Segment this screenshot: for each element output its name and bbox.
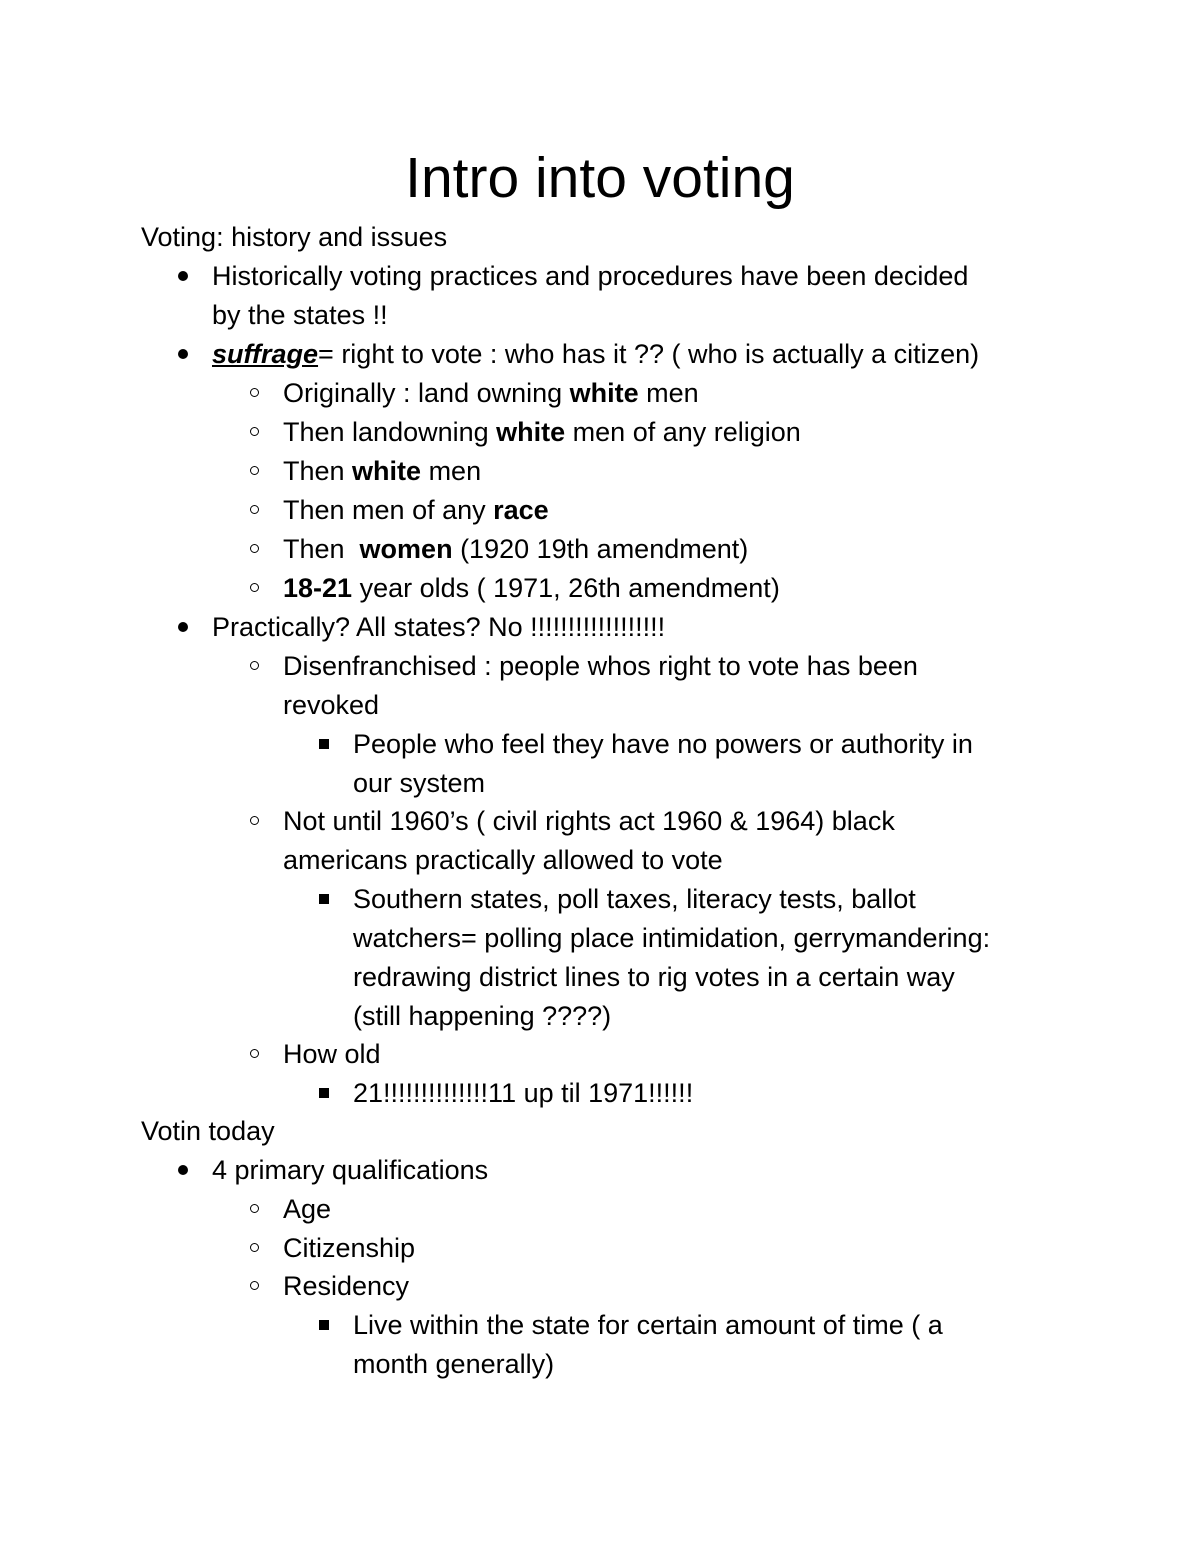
bullet-circle-icon (242, 802, 266, 841)
sub-sub-item-live-within (353, 1306, 943, 1345)
bold-text: race (493, 495, 549, 525)
section-heading-today: Votin today (141, 1116, 275, 1146)
bullet-dot-icon (171, 335, 195, 374)
sub-sub-item-continuation (353, 997, 611, 1036)
sub-item-landowning (283, 413, 801, 452)
sub-sub-item-text: redrawing district lines to rig votes in a certain way (353, 962, 955, 992)
bold-text: white (569, 378, 639, 408)
sub-sub-item-continuation (353, 958, 955, 997)
sub-item-text: Age (283, 1194, 332, 1224)
bold-text: 18-21 (283, 573, 353, 603)
sub-sub-item-twentyone (353, 1074, 693, 1113)
sub-item-age (283, 1190, 331, 1229)
sub-item-text: Then men of any (283, 495, 494, 525)
list-item-suffrage (212, 335, 979, 374)
list-item-continuation (212, 296, 388, 335)
bullet-circle-icon (242, 569, 266, 608)
list-item-text: by the states !! (212, 300, 388, 330)
sub-item-how-old (283, 1035, 381, 1074)
sub-item-text: men (421, 456, 482, 486)
bullet-dot-icon (171, 1151, 195, 1190)
bullet-circle-icon (242, 491, 266, 530)
sub-item-disenfranchised (283, 647, 918, 686)
bullet-circle-icon (242, 1190, 266, 1229)
bold-text: white (352, 456, 422, 486)
sub-item-text: Then (283, 534, 360, 564)
list-item-text: Practically? All states? No !!!!!!!!!!!!!!!!!! (212, 612, 666, 642)
sub-sub-item-text: our system (353, 768, 486, 798)
sub-item-text: Then (283, 456, 353, 486)
bullet-circle-icon (242, 1229, 266, 1268)
sub-item-text: (1920 19th amendment) (452, 534, 749, 564)
sub-item-text: revoked (283, 690, 380, 720)
sub-sub-item-text: Live within the state for certain amount of time ( a (353, 1310, 943, 1340)
sub-item-text: Not until 1960’s ( civil rights act 1960 & 1964) black (283, 806, 895, 836)
list-item-historically (212, 257, 968, 296)
bullet-square-icon (312, 725, 336, 764)
bullet-dot-icon (171, 608, 195, 647)
bullet-circle-icon (242, 1035, 266, 1074)
sub-item-text: men of any religion (565, 417, 801, 447)
sub-item-text: americans practically allowed to vote (283, 845, 723, 875)
section-heading-history: Voting: history and issues (141, 222, 448, 252)
list-item-text: Historically voting practices and procedures have been decided (212, 261, 969, 291)
sub-item-citizenship (283, 1229, 415, 1268)
bullet-square-icon (312, 880, 336, 919)
bold-text: white (496, 417, 566, 447)
sub-sub-item-continuation (353, 1345, 554, 1384)
list-item-text: 4 primary qualifications (212, 1155, 489, 1185)
sub-sub-item-people (353, 725, 973, 764)
suffrage-term: suffrage (212, 339, 319, 369)
page-title: Intro into voting (405, 146, 795, 210)
sub-item-text: Citizenship (283, 1233, 416, 1263)
sub-item-continuation (283, 841, 723, 880)
sub-sub-item-text: watchers= polling place intimidation, gerrymandering: (353, 923, 991, 953)
sub-item-text: Disenfranchised : people whos right to vote has been (283, 651, 918, 681)
sub-sub-item-text: (still happening ????) (353, 1001, 612, 1031)
sub-item-originally (283, 374, 699, 413)
sub-item-text: Then landowning (283, 417, 497, 447)
sub-sub-item-text: 21!!!!!!!!!!!!!!11 up til 1971!!!!!! (353, 1078, 694, 1108)
sub-item-text: How old (283, 1039, 381, 1069)
sub-item-residency (283, 1267, 409, 1306)
sub-item-text: men (638, 378, 699, 408)
list-item-practically (212, 608, 665, 647)
sub-item-text: year olds ( 1971, 26th amendment) (352, 573, 780, 603)
sub-sub-item-text: People who feel they have no powers or authority in (353, 729, 973, 759)
bullet-circle-icon (242, 452, 266, 491)
bullet-square-icon (312, 1074, 336, 1113)
bullet-circle-icon (242, 647, 266, 686)
list-item-qualifications (212, 1151, 488, 1190)
bullet-circle-icon (242, 1267, 266, 1306)
sub-item-race (283, 491, 549, 530)
bold-text: women (359, 534, 453, 564)
sub-sub-item-continuation (353, 764, 485, 803)
sub-item-white-men (283, 452, 481, 491)
sub-item-text: Originally : land owning (283, 378, 570, 408)
sub-item-not-until (283, 802, 895, 841)
sub-item-age-18-21 (283, 569, 780, 608)
sub-sub-item-text: Southern states, poll taxes, literacy tests, ballot (353, 884, 916, 914)
bullet-circle-icon (242, 413, 266, 452)
bullet-square-icon (312, 1306, 336, 1345)
bullet-circle-icon (242, 530, 266, 569)
sub-item-continuation (283, 686, 379, 725)
sub-sub-item-continuation (353, 919, 990, 958)
list-item-text: = right to vote : who has it ?? ( who is actually a citizen) (318, 339, 980, 369)
bullet-circle-icon (242, 374, 266, 413)
sub-sub-item-text: month generally) (353, 1349, 555, 1379)
bullet-dot-icon (171, 257, 195, 296)
sub-item-women (283, 530, 748, 569)
sub-sub-item-southern (353, 880, 916, 919)
sub-item-text: Residency (283, 1271, 410, 1301)
